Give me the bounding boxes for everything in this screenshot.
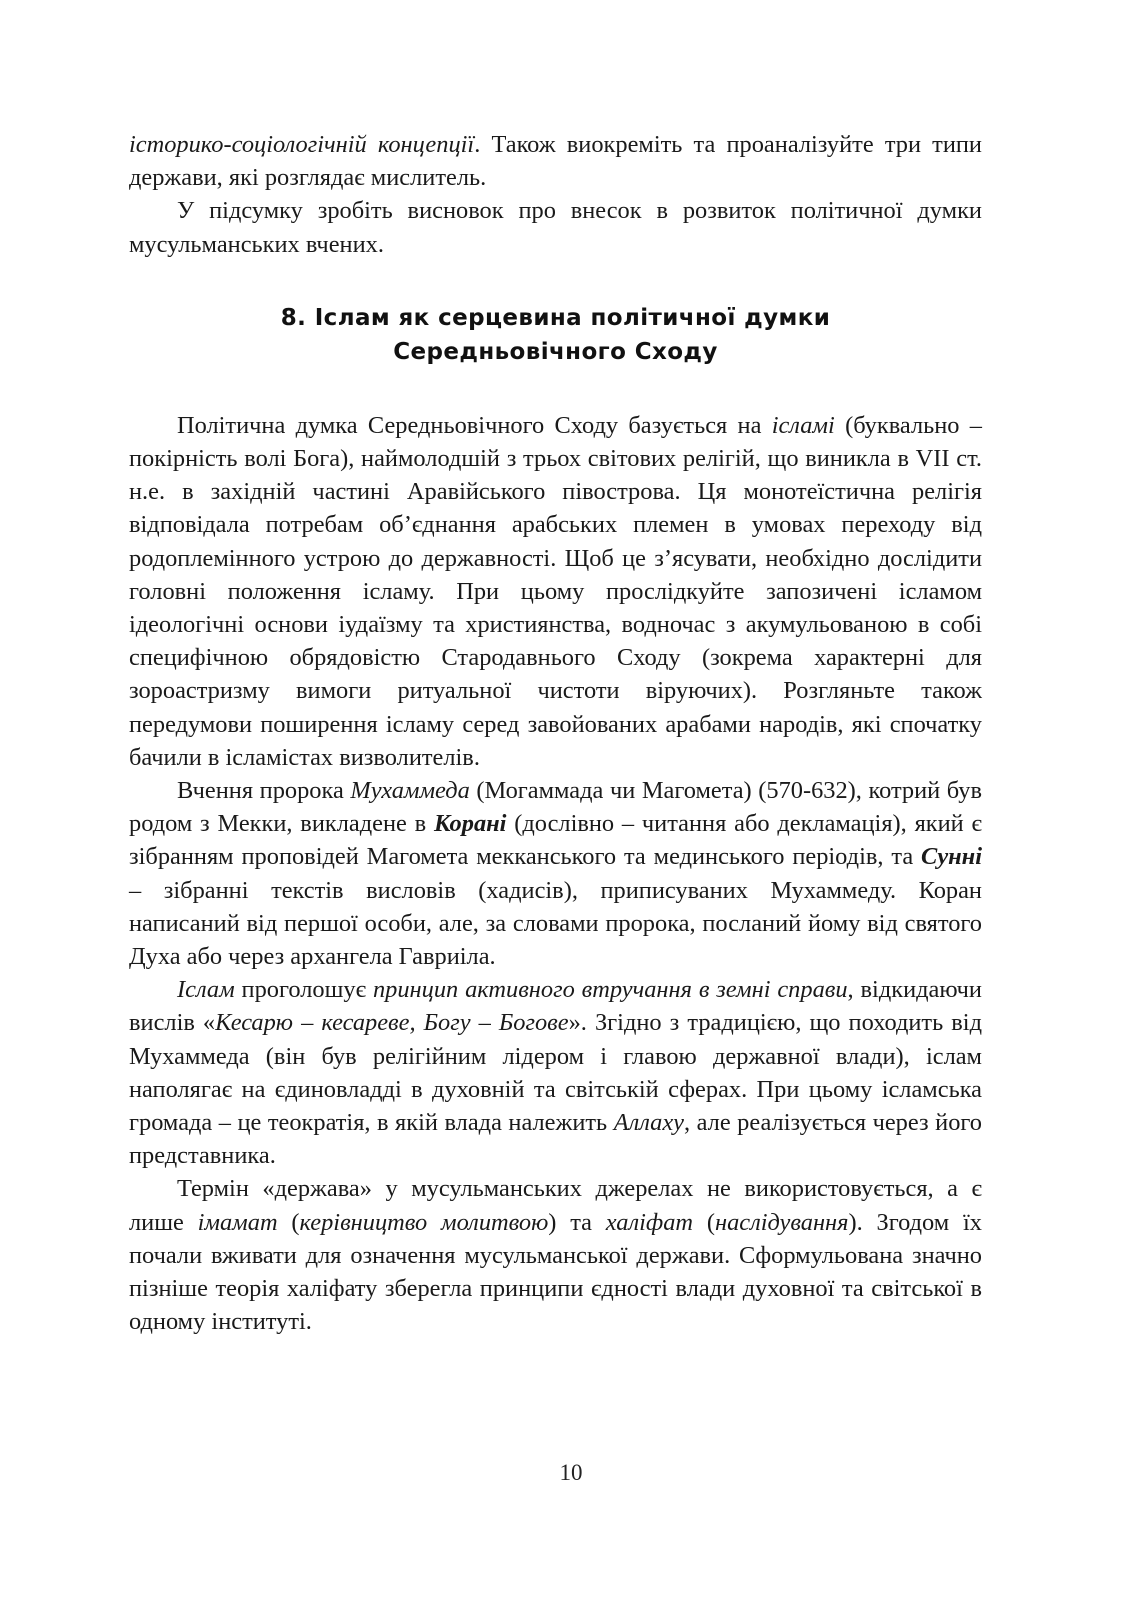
italic-term: наслідування: [714, 1208, 849, 1236]
page-number: 10: [559, 1460, 583, 1485]
text-run: проголошує: [234, 976, 373, 1004]
text-run: Термін «держава» у мусульманських джерелах не використовується, а є лише: [129, 1175, 982, 1236]
text-run: (: [277, 1208, 300, 1236]
text-run: ) та: [548, 1208, 606, 1236]
italic-term: імамат: [197, 1208, 278, 1236]
paragraph-conclusion: У підсумку зробіть висновок про внесок в розвиток політичної думки мусульманських вчених.: [129, 197, 982, 258]
paragraph-continuation: [129, 128, 982, 194]
text-run: (дослівно – читання або декламація), який є зібранням проповідей Магомета мекканського та мединського періодів, та: [129, 810, 982, 871]
text-run: Політична думка Середньовічного Сходу базується на: [177, 411, 772, 439]
section-heading-line-1: 8. Іслам як серцевина політичної думки: [280, 304, 831, 331]
italic-term: Мухаммеда: [350, 777, 470, 805]
text-run: (Могаммада чи Магомета) (570-632), котрий був родом з Мекки, викладене в: [129, 777, 982, 838]
section-heading-line-2: Середньовічного Сходу: [393, 338, 718, 365]
text-run: – зібранні текстів висловів (хадисів), приписуваних Мухаммеду. Коран написаний від першої особи, але, за словами пророка, посланий йому від святого Духа або через архангела Гавриіла.: [129, 876, 982, 971]
page-body: [129, 128, 982, 1339]
paragraph-islam-principle: [129, 973, 982, 1172]
text-run: , але реалізується через його представника.: [129, 1109, 982, 1170]
paragraph-islam-origins: [129, 409, 982, 774]
italic-term: керівництво молитвою: [299, 1208, 549, 1236]
italic-term: принцип активного втручання в земні справи: [372, 976, 848, 1004]
bold-italic-term: Сунні: [921, 843, 982, 871]
text-run: , відкидаючи вислів «: [129, 976, 982, 1037]
text-run: Вчення пророка: [177, 777, 351, 805]
italic-term: ісламі: [771, 411, 835, 439]
italic-term: Аллаху: [613, 1109, 685, 1137]
paragraph-muhammad-teaching: [129, 774, 982, 973]
paragraph-state-term: [129, 1172, 982, 1338]
bold-italic-term: Корані: [433, 810, 507, 838]
text-run: (буквально – покірність волі Бога), наймолодшій з трьох світових релігій, що виникла в VII ст. н.е. в західній частині Аравійського півострова. Ця монотеїстична релігія відповідала потребам об’єднання арабських племен в умовах переходу від родоплемінного устрою до державності. Щоб це з’ясувати, необхідно дослідити головні положення ісламу. При цьому прослідкуйте запозичені ісламом ідеологічні основи іудаїзму та християнства, водночас з акумульованою в собі специфічною обрядовістю Стародавнього Сходу (зокрема характерні для зороастризму вимоги ритуальної чистоти віруючих). Розгляньте також передумови поширення ісламу серед завойованих арабами народів, які спочатку бачили в ісламістах визволителів.: [129, 411, 982, 771]
italic-term: історико-соціологічній концепції: [129, 131, 475, 158]
section-heading: [129, 301, 982, 369]
italic-term: халіфат: [605, 1208, 694, 1236]
italic-quote: Кесарю – кесареве, Богу – Богове: [215, 1009, 569, 1037]
text-run: . Також виокреміть та проаналізуйте три типи держави, які розглядає мислитель.: [129, 131, 982, 192]
text-run: ». Згідно з традицією, що походить від Мухаммеда (він був релігійним лідером і главою державної влади), іслам наполягає на єдиновладді в духовній та світській сферах. При цьому ісламська громада – це теократія, в якій влада належить: [129, 1009, 982, 1137]
text-run: (: [693, 1208, 715, 1236]
text-run: ). Згодом їх почали вживати для означення мусульманської держави. Сформульована значно пізніше теорія халіфату зберегла принципи єдності влади духовної та світської в одному інституті.: [129, 1208, 982, 1336]
italic-term: Іслам: [177, 976, 235, 1004]
